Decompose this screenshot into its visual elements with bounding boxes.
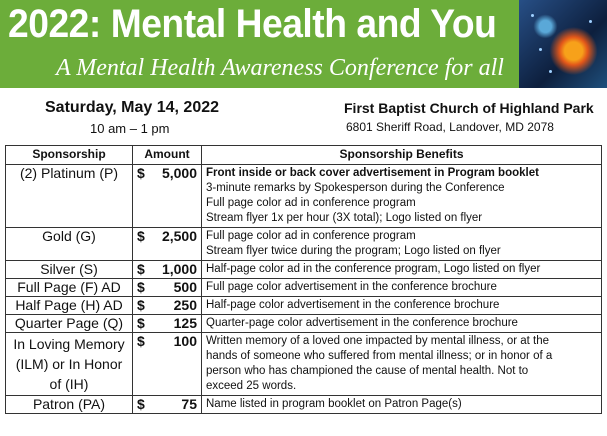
- benefit-line: 3-minute remarks by Spokesperson during the Conference: [206, 182, 505, 194]
- benefits-cell: [202, 261, 602, 279]
- sponsorship-level: Gold (G): [6, 228, 133, 261]
- benefits-cell: [202, 279, 602, 297]
- currency-symbol: $: [137, 261, 145, 277]
- currency-symbol: $: [137, 297, 145, 313]
- banner: [0, 0, 607, 88]
- event-date: Saturday, May 14, 2022: [45, 99, 220, 116]
- event-address: 6801 Sheriff Road, Landover, MD 2078: [346, 120, 554, 134]
- amount-value: 5,000: [161, 165, 197, 181]
- sponsorship-level: In Loving Memory (ILM) or In Honor of (IH): [6, 333, 133, 396]
- sponsorship-level: Patron (PA): [6, 396, 133, 414]
- amount-cell: [133, 165, 202, 228]
- currency-symbol: $: [137, 279, 145, 295]
- benefit-line: exceed 25 words.: [206, 380, 297, 392]
- banner-title: 2022: Mental Health and You: [8, 2, 497, 46]
- sponsorship-level: (2) Platinum (P): [6, 165, 133, 228]
- sponsorship-level: Full Page (F) AD: [6, 279, 133, 297]
- amount-cell: [133, 396, 202, 414]
- banner-subtitle: A Mental Health Awareness Conference for all: [56, 55, 504, 81]
- benefit-line: Full page color advertisement in the conference brochure: [206, 281, 497, 293]
- amount-value: 250: [173, 297, 197, 313]
- table-row: [6, 279, 602, 297]
- amount-value: 1,000: [161, 261, 197, 277]
- benefit-line: Front inside or back cover advertisement in Program booklet: [206, 167, 539, 179]
- currency-symbol: $: [137, 315, 145, 331]
- benefit-line: Full page color ad in conference program: [206, 197, 416, 209]
- amount-cell: [133, 261, 202, 279]
- event-time: 10 am – 1 pm: [90, 121, 170, 136]
- currency-symbol: $: [137, 333, 145, 349]
- sponsorship-level: Half Page (H) AD: [6, 297, 133, 315]
- currency-symbol: $: [137, 165, 145, 181]
- amount-cell: [133, 333, 202, 396]
- benefit-line: Stream flyer twice during the program; Logo listed on flyer: [206, 245, 501, 257]
- benefit-line: Stream flyer 1x per hour (3X total); Logo listed on flyer: [206, 212, 483, 224]
- benefit-line: Half-page color ad in the conference program, Logo listed on flyer: [206, 263, 541, 275]
- amount-value: 125: [173, 315, 197, 331]
- benefits-cell: [202, 333, 602, 396]
- sponsorship-level: Quarter Page (Q): [6, 315, 133, 333]
- table-header-row: [6, 146, 602, 165]
- benefit-line: Half-page color advertisement in the conference brochure: [206, 299, 500, 311]
- amount-cell: [133, 297, 202, 315]
- table-row: [6, 228, 602, 261]
- amount-value: 2,500: [161, 228, 197, 244]
- benefit-line: Written memory of a loved one impacted by mental illness, or at the: [206, 335, 550, 347]
- amount-value: 100: [173, 333, 197, 349]
- amount-value: 500: [173, 279, 197, 295]
- header-sponsorship: Sponsorship: [6, 146, 133, 165]
- benefits-cell: [202, 297, 602, 315]
- table-row: [6, 396, 602, 414]
- event-venue: First Baptist Church of Highland Park: [344, 100, 594, 116]
- table-row: [6, 315, 602, 333]
- banner-photo: [519, 0, 607, 88]
- table-row: [6, 333, 602, 396]
- amount-cell: [133, 228, 202, 261]
- benefit-line: person who has championed the cause of mental health. Not to: [206, 365, 529, 377]
- sponsorship-table: [5, 145, 602, 414]
- benefits-cell: [202, 396, 602, 414]
- table-row: [6, 297, 602, 315]
- benefit-line: Name listed in program booklet on Patron Page(s): [206, 398, 462, 410]
- benefits-cell: [202, 315, 602, 333]
- amount-value: 75: [181, 396, 197, 412]
- benefits-cell: [202, 165, 602, 228]
- currency-symbol: $: [137, 228, 145, 244]
- amount-cell: [133, 279, 202, 297]
- header-amount: Amount: [133, 146, 202, 165]
- benefit-line: Quarter-page color advertisement in the conference brochure: [206, 317, 518, 329]
- table-row: [6, 165, 602, 228]
- amount-cell: [133, 315, 202, 333]
- header-benefits: Sponsorship Benefits: [202, 146, 602, 165]
- benefit-line: hands of someone who suffered from mental illness; or in honor of a: [206, 350, 553, 362]
- benefit-line: Full page color ad in conference program: [206, 230, 416, 242]
- benefits-cell: [202, 228, 602, 261]
- currency-symbol: $: [137, 396, 145, 412]
- sponsorship-level: Silver (S): [6, 261, 133, 279]
- table-row: [6, 261, 602, 279]
